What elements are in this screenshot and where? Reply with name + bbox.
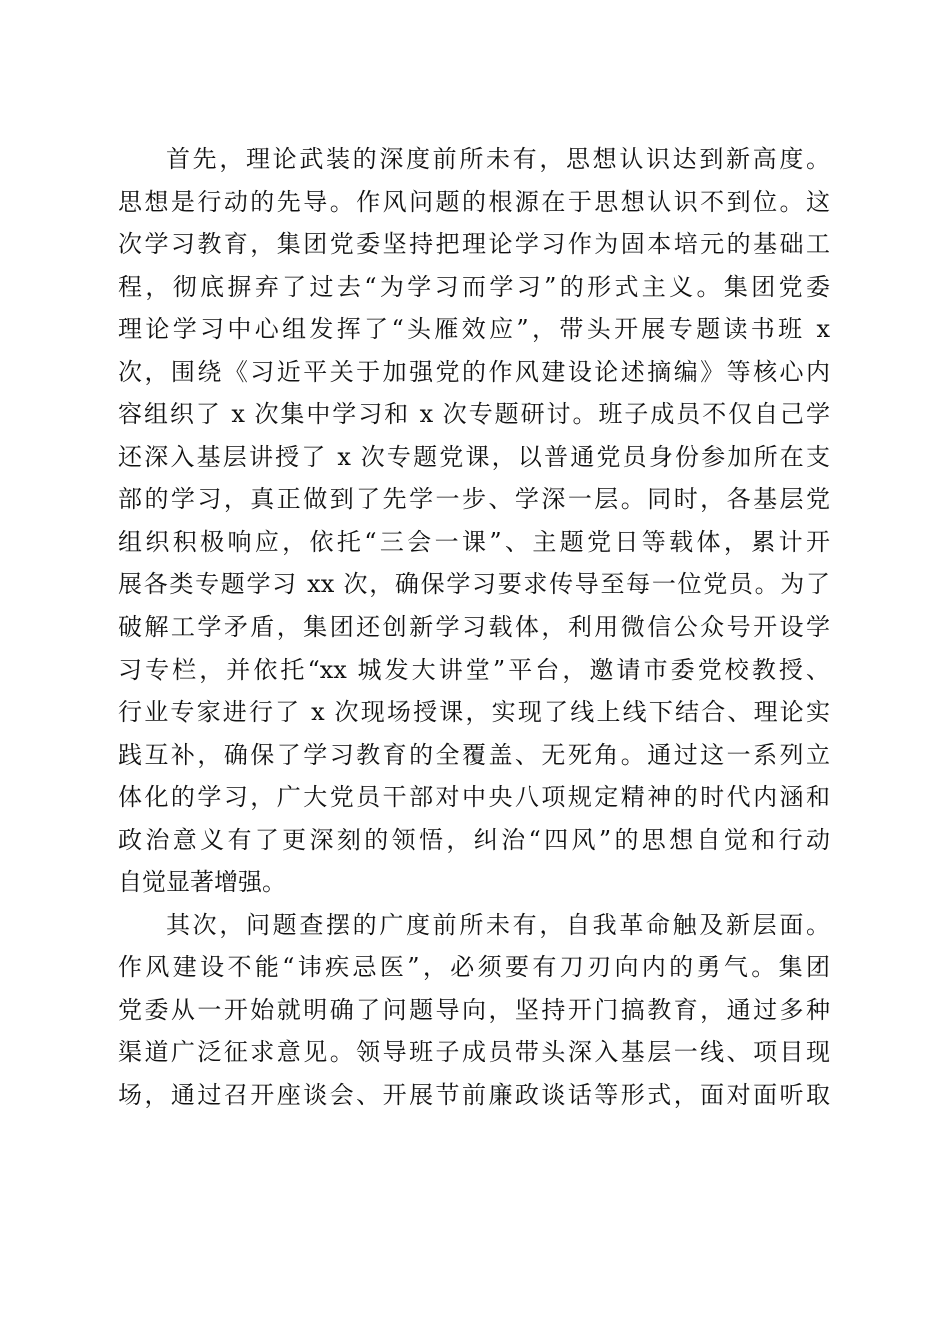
paragraph-line: 党委从一开始就明确了问题导向，坚持开门搞教育，通过多种 bbox=[118, 995, 830, 1024]
paragraph-line: 体化的学习，广大党员干部对中央八项规定精神的时代内涵和 bbox=[118, 783, 830, 812]
paragraph-line: 思想是行动的先导。作风问题的根源在于思想认识不到位。这 bbox=[118, 187, 830, 216]
paragraph-theory-study bbox=[118, 138, 830, 904]
paragraph-line: 组织积极响应，依托“三会一课”、主题党日等载体，累计开 bbox=[118, 527, 830, 556]
paragraph-line: 展各类专题学习 xx 次，确保学习要求传导至每一位党员。为了 bbox=[118, 570, 830, 599]
document-body bbox=[118, 138, 830, 1117]
paragraph-line: 次，围绕《习近平关于加强党的作风建设论述摘编》等核心内 bbox=[118, 357, 830, 386]
paragraph-line: 其次，问题查摆的广度前所未有，自我革命触及新层面。 bbox=[166, 910, 830, 939]
paragraph-line: 作风建设不能“讳疾忌医”，必须要有刀刃向内的勇气。集团 bbox=[118, 953, 830, 982]
paragraph-line: 次学习教育，集团党委坚持把理论学习作为固本培元的基础工 bbox=[118, 230, 830, 259]
paragraph-line: 容组织了 x 次集中学习和 x 次专题研讨。班子成员不仅自己学 bbox=[118, 400, 830, 429]
paragraph-line: 场，通过召开座谈会、开展节前廉政谈话等形式，面对面听取 bbox=[118, 1081, 830, 1110]
paragraph-line: 还深入基层讲授了 x 次专题党课，以普通党员身份参加所在支 bbox=[118, 442, 830, 471]
paragraph-line: 习专栏，并依托“xx 城发大讲堂”平台，邀请市委党校教授、 bbox=[118, 655, 830, 684]
paragraph-line: 破解工学矛盾，集团还创新学习载体，利用微信公众号开设学 bbox=[118, 613, 830, 642]
paragraph-line: 理论学习中心组发挥了“头雁效应”，带头开展专题读书班 x bbox=[118, 315, 830, 344]
paragraph-line: 行业专家进行了 x 次现场授课，实现了线上线下结合、理论实 bbox=[118, 698, 830, 727]
paragraph-line: 程，彻底摒弃了过去“为学习而学习”的形式主义。集团党委 bbox=[118, 272, 830, 301]
paragraph-line: 渠道广泛征求意见。领导班子成员带头深入基层一线、项目现 bbox=[118, 1038, 830, 1067]
paragraph-line: 首先，理论武装的深度前所未有，思想认识达到新高度。 bbox=[166, 145, 830, 173]
paragraph-line: 政治意义有了更深刻的领悟，纠治“四风”的思想自觉和行动 bbox=[118, 825, 830, 854]
paragraph-line: 践互补，确保了学习教育的全覆盖、无死角。通过这一系列立 bbox=[118, 740, 830, 769]
paragraph-line: 自觉显著增强。 bbox=[118, 868, 286, 897]
paragraph-problem-review bbox=[118, 904, 830, 1117]
paragraph-line: 部的学习，真正做到了先学一步、学深一层。同时，各基层党 bbox=[118, 485, 830, 514]
